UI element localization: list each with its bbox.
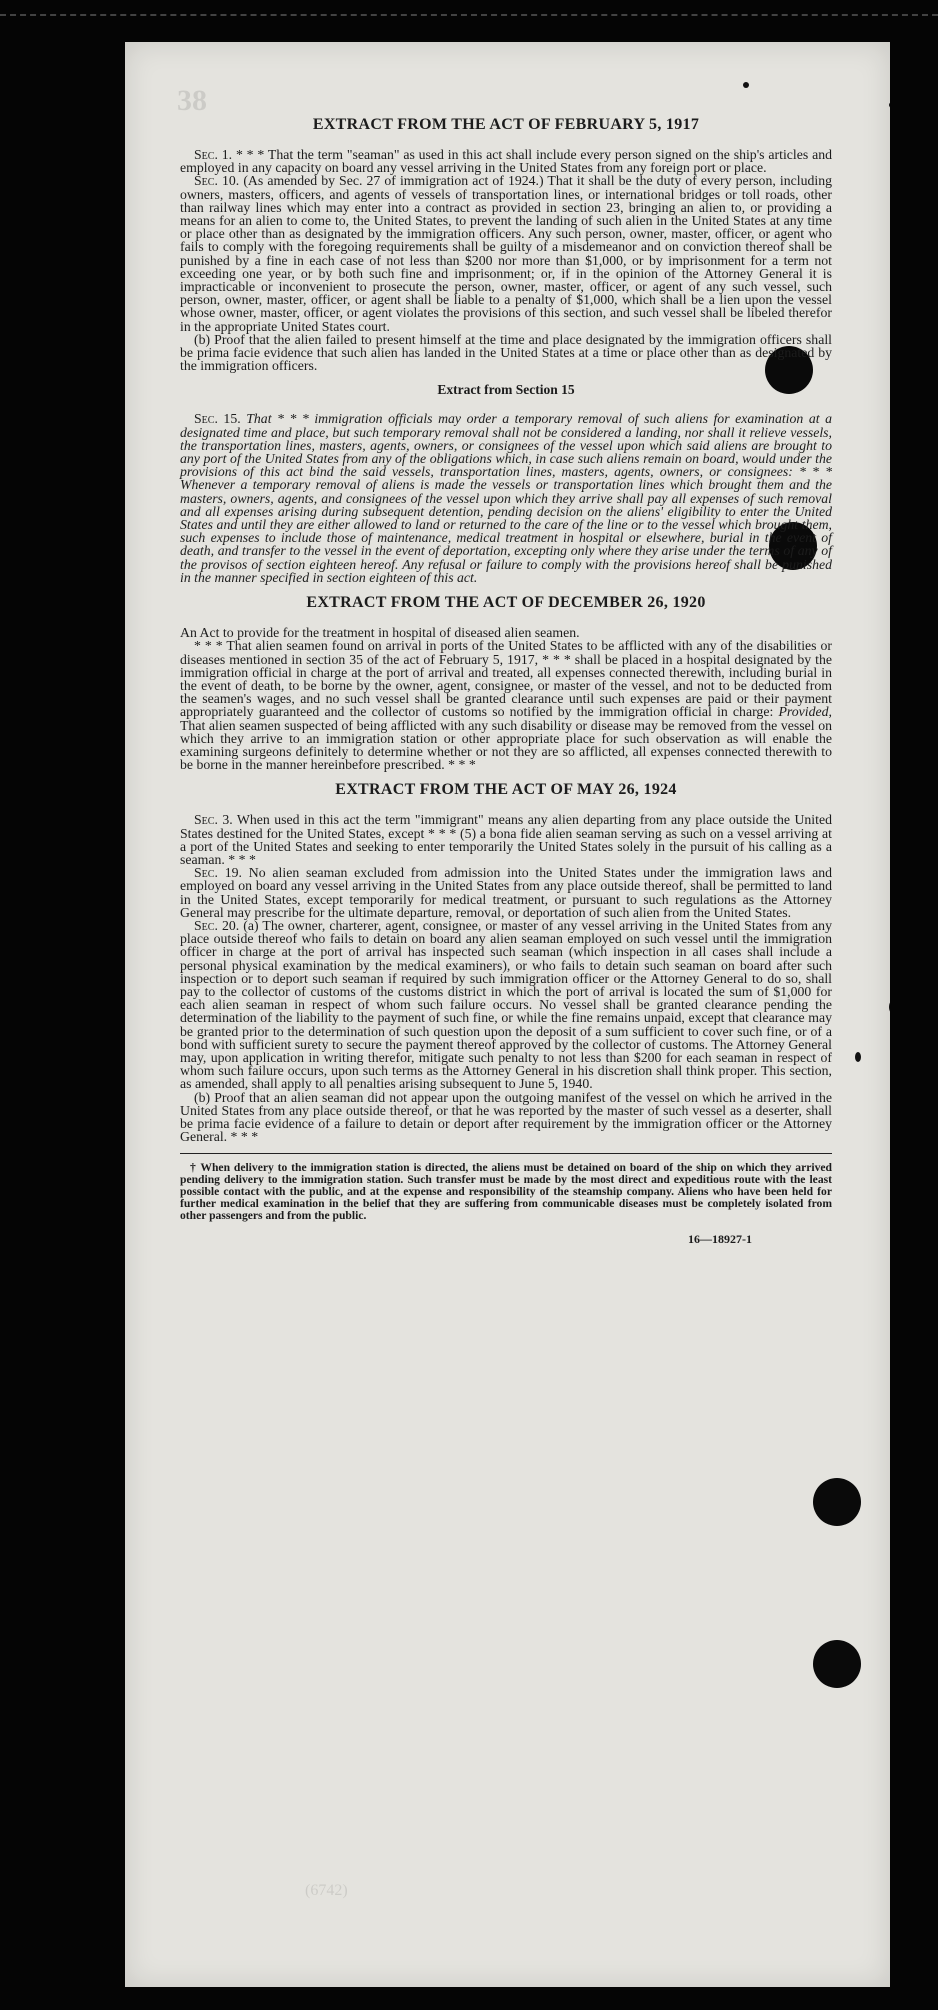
- act-1920-text-b: That alien seamen suspected of being afflicted with any such disability or disease may be removed from the vessel on which they arrive to an immigration station or other appropriate place for such observation as will enable the examining surgeons definitely to determine whether or not they are so afflicted, all expenses connected therewith to be borne in the manner hereinbefore prescribed. * * *: [180, 717, 832, 773]
- act-1920-title-line: An Act to provide for the treatment in hospital of diseased alien seamen.: [180, 625, 580, 641]
- section-act-1920: [180, 626, 832, 771]
- speck: [743, 82, 749, 88]
- document-content: [180, 116, 832, 1247]
- sec-20-paragraph: [180, 919, 832, 1091]
- sec-20-text: (a) The owner, charterer, agent, consignee, or master of any vessel arriving in the United States from any place outside thereof who fails to detain on board any alien seaman employed on such vessel until the immigration officer in charge at the port of arrival has inspected such seaman (which inspection in all cases shall include a personal physical examination by the medical examiners), or who fails to detain such seaman on board after such inspection or to deport such seaman if required by such immigration officer or the Attorney General to do so, shall pay to the collector of customs of the customs district in which the port of arrival is located the sum of $1,000 for each alien seaman in respect of whom such failure occurs. No vessel shall be granted clearance pending the determination of the liability to the payment of such fine, or while the fine remains unpaid, except that clearance may be granted prior to the determination of such question upon the deposit of a sum sufficient to cover such fine, or of a bond with sufficient surety to secure the payment thereof approved by the collector of customs. The Attorney General may, upon application in writing therefor, mitigate such penalty to not less than $200 for each seaman in respect of whom such failure occurs, upon such terms as the Attorney General in his discretion shall think proper. This section, as amended, shall apply to all penalties arising subsequent to June 5, 1940.: [180, 917, 832, 1092]
- sec-15-text: That * * * immigration officials may order a temporary removal of such aliens for examination at a designated time and place, but such temporary removal shall not be considered a landing, nor shall it relieve vessels, the transportation lines, masters, agents, owners, or consignees of the vessel upon which said aliens are brought to any port of the United States from any of the obligations which, in case such aliens remain on board, would under the provisions of this act bind the said vessels, transportation lines, masters, agents, owners, or consignees: * * * Whenever a temporary removal of aliens is made the vessels or transportation lines which brought them and the masters, owners, agents, and consignees of the vessel upon which they arrive shall pay all expenses of such removal and all expenses arising during subsequent detention, pending decision on the aliens' eligibility to enter the United States and until they are either allowed to land or returned to the care of the line or to the vessel which brought them, such expenses to include those of maintenance, medical treatment in hospital or elsewhere, burial in the event of death, and transfer to the vessel in the event of deportation, excepting only where they arise under the terms of any of the provisos of section eighteen hereof. Any refusal or failure to comply with the provisions hereof shall be punished in the manner specified in section eighteen of this act.: [180, 411, 832, 585]
- footnote-divider: [180, 1153, 832, 1154]
- sec-1-paragraph: [180, 148, 832, 174]
- speck: [889, 102, 890, 108]
- heading-act-1917: EXTRACT FROM THE ACT OF FEBRUARY 5, 1917: [312, 116, 700, 133]
- punch-hole: [813, 1640, 861, 1688]
- sec-3-label: Sec. 3.: [194, 812, 233, 828]
- form-number: 16—18927-1: [688, 1232, 752, 1247]
- sec-20-label: Sec. 20.: [194, 917, 240, 933]
- footnote: [180, 1162, 832, 1222]
- sec-20b-paragraph: (b) Proof that an alien seaman did not appear upon the outgoing manifest of the vessel on which he arrived in the United States from any place outside thereof, or that he was reported by the master of such vessel as a deserter, shall be prima facie evidence of a failure to detain or deport after requirement by the immigration officer or the Attorney General. * * *: [180, 1089, 832, 1145]
- section-act-1924: [180, 813, 832, 1143]
- sec-10-paragraph: [180, 174, 832, 332]
- speck: [855, 1052, 861, 1062]
- section-act-1917: [180, 148, 832, 372]
- sec-15-paragraph: [180, 412, 832, 584]
- sec-10-text: (As amended by Sec. 27 of immigration act of 1924.) That it shall be the duty of every person, including owners, masters, officers, and agents of vessels of transportation lines, or international bridges or toll roads, other than railway lines which may enter into a contract as provided in section 23, bringing an alien to, or providing a means for an alien to come to, the United States, to prevent the landing of such alien in the United States at any time or place other than as designated by the immigration officers. Any such person, owner, master, officer, or agent who fails to comply with the foregoing requirements shall be guilty of a misdemeanor and on conviction thereof shall be punished by a fine in each case of not less than $200 nor more than $1,000, or by imprisonment for a term not exceeding one year, or by both such fine and imprisonment; or, if in the opinion of the Attorney General it is impracticable or inconvenient to prosecute the person, owner, master, officer, or agent of any such vessel, such person, owner, master, officer, or agent shall be liable to a penalty of $1,000, which shall be a lien upon the vessel whose owner, master, officer, or agent violates the provisions of this section, and such vessel shall be libeled therefor in the appropriate United States court.: [180, 173, 832, 334]
- act-1920-text-a: * * * That alien seamen found on arrival in ports of the United States to be afflicted with any of the disabilities or diseases mentioned in section 35 of the act of February 5, 1917, * * * shall be placed in a hospital designated by the immigration official in charge at the port of arrival and treated, all expenses connected therewith, including burial in the event of death, to be borne by the owner, agent, consignee, or master of the vessel, and not to be deducted from the seamen's wages, and no such vessel shall be granted clearance until such expenses are paid or their payment appropriately guaranteed and the collector of customs so notified by the immigration official in charge:: [180, 638, 832, 720]
- heading-act-1920: EXTRACT FROM THE ACT OF DECEMBER 26, 1920: [306, 594, 706, 612]
- sec-19-text: No alien seaman excluded from admission into the United States under the immigration laws and employed on board any vessel arriving in the United States from any place outside thereof, shall be permitted to land in the United States, except temporarily for medical treatment, or pursuant to such regulations as the Attorney General may prescribe for the ultimate departure, removal, or deportation of such alien from the United States.: [180, 865, 832, 920]
- heading-act-1924: EXTRACT FROM THE ACT OF MAY 26, 1924: [335, 781, 677, 799]
- faded-stamp: (6742): [305, 1882, 348, 1899]
- speck: [889, 1002, 890, 1012]
- sec-15-label: Sec. 15.: [194, 411, 241, 427]
- scan-edge: [0, 14, 938, 24]
- faded-page-mark: 38: [177, 84, 207, 117]
- heading-section-15: Extract from Section 15: [437, 382, 575, 398]
- sec-3-text: When used in this act the term "immigrant" means any alien departing from any place outside the United States destined for the United States, except * * * (5) a bona fide alien seaman serving as such on a vessel arriving at a port of the United States and seeking to enter temporarily the United States solely in the pursuit of his calling as a seaman. * * *: [180, 812, 832, 867]
- sec-10b-paragraph: (b) Proof that the alien failed to present himself at the time and place designated by the immigration officers shall be prima facie evidence that such alien has landed in the United States at a time or place other than as designated by the immigration officers.: [180, 331, 832, 374]
- footnote-text: † When delivery to the immigration station is directed, the aliens must be detained on board of the ship on which they arrived pending delivery to the immigration station. Such transfer must be made by the most direct and expeditious route with the least possible contact with the public, and at the expense and responsibility of the steamship company. Aliens who have been held for further medical examination in the belief that they are suffering from communicable diseases must be completely isolated from other passengers and from the public.: [180, 1161, 832, 1223]
- sec-19-label: Sec. 19.: [194, 865, 242, 881]
- section-15: [180, 412, 832, 584]
- document-page: [125, 42, 890, 1987]
- sec-3-paragraph: [180, 813, 832, 866]
- act-1920-provided: Provided,: [778, 704, 832, 720]
- sec-19-paragraph: [180, 866, 832, 919]
- sec-1-label: Sec. 1.: [194, 147, 233, 162]
- sec-1-text: * * * That the term "seaman" as used in this act shall include every person signed on the ship's articles and employed in any capacity on board any vessel arriving in the United States from any foreign port or place.: [180, 147, 832, 176]
- punch-hole: [813, 1478, 861, 1526]
- sec-10-label: Sec. 10.: [194, 173, 240, 189]
- act-1920-paragraph: [180, 639, 832, 771]
